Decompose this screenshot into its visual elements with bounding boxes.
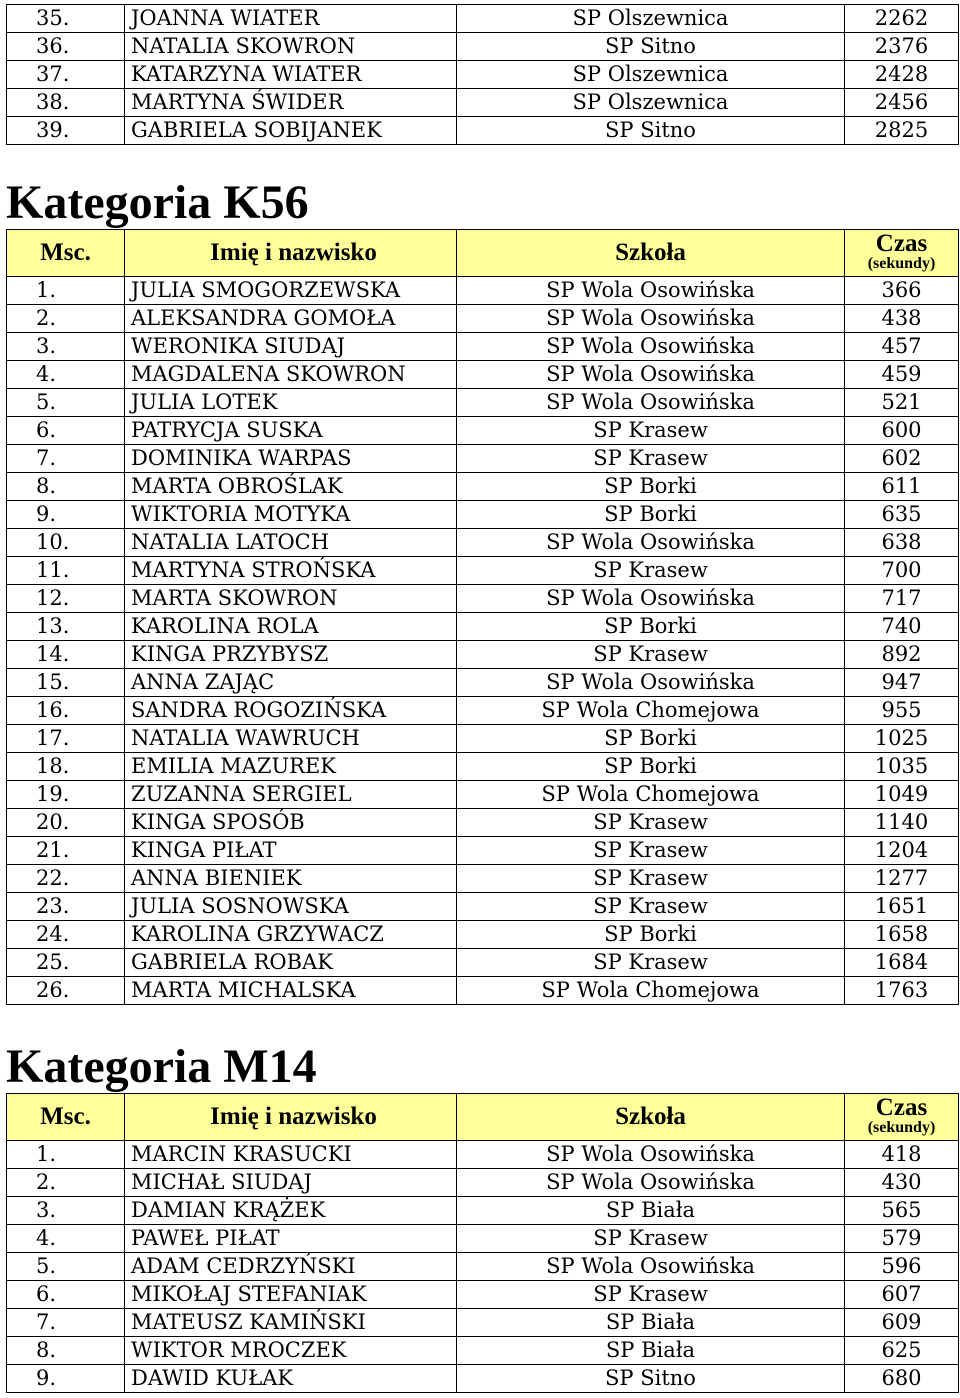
school-cell: SP Borki (457, 473, 845, 501)
table-row (7, 781, 959, 809)
name-cell: WERONIKA SIUDAJ (125, 333, 457, 361)
name-cell: JOANNA WIATER (125, 5, 457, 33)
table-row (7, 557, 959, 585)
school-cell: SP Wola Osowińska (457, 585, 845, 613)
results-table-m14 (6, 1093, 959, 1393)
table-row (7, 1253, 959, 1281)
time-cell: 947 (845, 669, 959, 697)
table-row (7, 389, 959, 417)
position-cell: 10. (7, 529, 125, 557)
school-cell: SP Sitno (457, 117, 845, 145)
school-cell: SP Sitno (457, 1365, 845, 1393)
position-cell: 6. (7, 1281, 125, 1309)
name-cell: MIKOŁAJ STEFANIAK (125, 1281, 457, 1309)
time-cell: 579 (845, 1225, 959, 1253)
time-cell: 521 (845, 389, 959, 417)
position-cell: 26. (7, 977, 125, 1005)
time-cell: 955 (845, 697, 959, 725)
position-cell: 23. (7, 893, 125, 921)
school-cell: SP Biała (457, 1197, 845, 1225)
results-table-continued (6, 4, 959, 145)
school-cell: SP Wola Osowińska (457, 1141, 845, 1169)
school-cell: SP Krasew (457, 837, 845, 865)
school-cell: SP Borki (457, 725, 845, 753)
table-row (7, 585, 959, 613)
time-cell: 625 (845, 1337, 959, 1365)
school-cell: SP Borki (457, 501, 845, 529)
table-row (7, 61, 959, 89)
position-cell: 39. (7, 117, 125, 145)
name-cell: MARTYNA ŚWIDER (125, 89, 457, 117)
school-cell: SP Wola Osowińska (457, 361, 845, 389)
school-cell: SP Olszewnica (457, 89, 845, 117)
time-cell: 430 (845, 1169, 959, 1197)
table-row (7, 529, 959, 557)
name-cell: KINGA SPOSÓB (125, 809, 457, 837)
results-table-m14-body (7, 1141, 959, 1393)
school-cell: SP Wola Osowińska (457, 333, 845, 361)
position-cell: 18. (7, 753, 125, 781)
time-cell: 1204 (845, 837, 959, 865)
table-row (7, 361, 959, 389)
position-cell: 1. (7, 277, 125, 305)
table-row (7, 333, 959, 361)
table-row (7, 1365, 959, 1393)
position-cell: 13. (7, 613, 125, 641)
school-cell: SP Wola Osowińska (457, 389, 845, 417)
school-cell: SP Sitno (457, 33, 845, 61)
school-cell: SP Biała (457, 1337, 845, 1365)
header-name: Imię i nazwisko (125, 1094, 457, 1141)
name-cell: JULIA SMOGORZEWSKA (125, 277, 457, 305)
header-time-label: Czas (875, 230, 928, 257)
position-cell: 7. (7, 445, 125, 473)
position-cell: 38. (7, 89, 125, 117)
name-cell: PAWEŁ PIŁAT (125, 1225, 457, 1253)
name-cell: WIKTOR MROCZEK (125, 1337, 457, 1365)
name-cell: JULIA SOSNOWSKA (125, 893, 457, 921)
school-cell: SP Krasew (457, 949, 845, 977)
school-cell: SP Borki (457, 613, 845, 641)
results-table-continued-body (7, 5, 959, 145)
school-cell: SP Wola Osowińska (457, 277, 845, 305)
table-row (7, 445, 959, 473)
school-cell: SP Borki (457, 921, 845, 949)
position-cell: 12. (7, 585, 125, 613)
header-name: Imię i nazwisko (125, 230, 457, 277)
name-cell: MARTA SKOWRON (125, 585, 457, 613)
name-cell: KINGA PRZYBYSZ (125, 641, 457, 669)
time-cell: 740 (845, 613, 959, 641)
table-row (7, 33, 959, 61)
table-row (7, 5, 959, 33)
time-cell: 600 (845, 417, 959, 445)
name-cell: MARTA OBROŚLAK (125, 473, 457, 501)
name-cell: KAROLINA GRZYWACZ (125, 921, 457, 949)
position-cell: 3. (7, 1197, 125, 1225)
table-row (7, 1197, 959, 1225)
table-row (7, 277, 959, 305)
table-row (7, 305, 959, 333)
school-cell: SP Krasew (457, 865, 845, 893)
category-m14-title: Kategoria M14 (6, 1040, 317, 1093)
table-row (7, 501, 959, 529)
name-cell: ADAM CEDRZYŃSKI (125, 1253, 457, 1281)
position-cell: 8. (7, 1337, 125, 1365)
school-cell: SP Wola Osowińska (457, 669, 845, 697)
name-cell: JULIA LOTEK (125, 389, 457, 417)
time-cell: 611 (845, 473, 959, 501)
school-cell: SP Krasew (457, 641, 845, 669)
school-cell: SP Krasew (457, 809, 845, 837)
position-cell: 22. (7, 865, 125, 893)
header-position: Msc. (7, 230, 125, 277)
school-cell: SP Krasew (457, 557, 845, 585)
position-cell: 24. (7, 921, 125, 949)
time-cell: 596 (845, 1253, 959, 1281)
position-cell: 2. (7, 1169, 125, 1197)
time-cell: 2262 (845, 5, 959, 33)
position-cell: 16. (7, 697, 125, 725)
name-cell: DAMIAN KRĄŻEK (125, 1197, 457, 1225)
name-cell: DAWID KUŁAK (125, 1365, 457, 1393)
table-header-row (7, 1094, 959, 1141)
position-cell: 3. (7, 333, 125, 361)
position-cell: 7. (7, 1309, 125, 1337)
name-cell: ZUZANNA SERGIEL (125, 781, 457, 809)
position-cell: 9. (7, 501, 125, 529)
time-cell: 2376 (845, 33, 959, 61)
school-cell: SP Wola Osowińska (457, 1169, 845, 1197)
category-k56-title: Kategoria K56 (6, 176, 309, 229)
table-row (7, 1225, 959, 1253)
time-cell: 565 (845, 1197, 959, 1225)
school-cell: SP Krasew (457, 893, 845, 921)
position-cell: 37. (7, 61, 125, 89)
header-time-unit: (sekundy) (867, 1119, 936, 1136)
time-cell: 602 (845, 445, 959, 473)
header-position: Msc. (7, 1094, 125, 1141)
position-cell: 35. (7, 5, 125, 33)
time-cell: 366 (845, 277, 959, 305)
name-cell: KAROLINA ROLA (125, 613, 457, 641)
header-time-unit: (sekundy) (867, 255, 936, 272)
table-row (7, 865, 959, 893)
name-cell: ANNA BIENIEK (125, 865, 457, 893)
name-cell: SANDRA ROGOZIŃSKA (125, 697, 457, 725)
time-cell: 607 (845, 1281, 959, 1309)
name-cell: NATALIA LATOCH (125, 529, 457, 557)
time-cell: 700 (845, 557, 959, 585)
name-cell: MICHAŁ SIUDAJ (125, 1169, 457, 1197)
time-cell: 635 (845, 501, 959, 529)
time-cell: 1025 (845, 725, 959, 753)
name-cell: NATALIA WAWRUCH (125, 725, 457, 753)
school-cell: SP Wola Osowińska (457, 305, 845, 333)
position-cell: 25. (7, 949, 125, 977)
position-cell: 4. (7, 361, 125, 389)
time-cell: 892 (845, 641, 959, 669)
position-cell: 21. (7, 837, 125, 865)
name-cell: GABRIELA SOBIJANEK (125, 117, 457, 145)
name-cell: KATARZYNA WIATER (125, 61, 457, 89)
time-cell: 717 (845, 585, 959, 613)
name-cell: MARTA MICHALSKA (125, 977, 457, 1005)
table-row (7, 1281, 959, 1309)
name-cell: DOMINIKA WARPAS (125, 445, 457, 473)
time-cell: 1140 (845, 809, 959, 837)
time-cell: 1763 (845, 977, 959, 1005)
time-cell: 1049 (845, 781, 959, 809)
time-cell: 1658 (845, 921, 959, 949)
position-cell: 15. (7, 669, 125, 697)
name-cell: PATRYCJA SUSKA (125, 417, 457, 445)
time-cell: 680 (845, 1365, 959, 1393)
position-cell: 14. (7, 641, 125, 669)
school-cell: SP Borki (457, 753, 845, 781)
results-table-k56 (6, 229, 959, 1005)
school-cell: SP Olszewnica (457, 61, 845, 89)
header-school: Szkoła (457, 1094, 845, 1141)
name-cell: EMILIA MAZUREK (125, 753, 457, 781)
position-cell: 36. (7, 33, 125, 61)
position-cell: 8. (7, 473, 125, 501)
school-cell: SP Wola Chomejowa (457, 781, 845, 809)
header-school: Szkoła (457, 230, 845, 277)
table-row (7, 697, 959, 725)
table-row (7, 669, 959, 697)
school-cell: SP Wola Chomejowa (457, 697, 845, 725)
school-cell: SP Biała (457, 1309, 845, 1337)
name-cell: ANNA ZAJĄC (125, 669, 457, 697)
time-cell: 2428 (845, 61, 959, 89)
school-cell: SP Krasew (457, 1225, 845, 1253)
table-row (7, 1169, 959, 1197)
position-cell: 5. (7, 389, 125, 417)
table-row (7, 641, 959, 669)
time-cell: 457 (845, 333, 959, 361)
name-cell: ALEKSANDRA GOMOŁA (125, 305, 457, 333)
position-cell: 1. (7, 1141, 125, 1169)
table-row (7, 417, 959, 445)
name-cell: MAGDALENA SKOWRON (125, 361, 457, 389)
table-header-row (7, 230, 959, 277)
time-cell: 1651 (845, 893, 959, 921)
school-cell: SP Olszewnica (457, 5, 845, 33)
time-cell: 638 (845, 529, 959, 557)
time-cell: 1684 (845, 949, 959, 977)
table-row (7, 117, 959, 145)
table-row (7, 1141, 959, 1169)
position-cell: 4. (7, 1225, 125, 1253)
time-cell: 2456 (845, 89, 959, 117)
time-cell: 459 (845, 361, 959, 389)
table-row (7, 725, 959, 753)
table-row (7, 921, 959, 949)
school-cell: SP Wola Osowińska (457, 1253, 845, 1281)
position-cell: 5. (7, 1253, 125, 1281)
name-cell: MATEUSZ KAMIŃSKI (125, 1309, 457, 1337)
table-row (7, 1309, 959, 1337)
table-row (7, 89, 959, 117)
table-row (7, 753, 959, 781)
time-cell: 1035 (845, 753, 959, 781)
header-time (845, 230, 959, 277)
school-cell: SP Wola Chomejowa (457, 977, 845, 1005)
position-cell: 2. (7, 305, 125, 333)
time-cell: 2825 (845, 117, 959, 145)
time-cell: 609 (845, 1309, 959, 1337)
time-cell: 438 (845, 305, 959, 333)
name-cell: MARTYNA STROŃSKA (125, 557, 457, 585)
name-cell: WIKTORIA MOTYKA (125, 501, 457, 529)
school-cell: SP Krasew (457, 1281, 845, 1309)
school-cell: SP Wola Osowińska (457, 529, 845, 557)
position-cell: 17. (7, 725, 125, 753)
position-cell: 19. (7, 781, 125, 809)
time-cell: 1277 (845, 865, 959, 893)
position-cell: 11. (7, 557, 125, 585)
table-row (7, 473, 959, 501)
name-cell: MARCIN KRASUCKI (125, 1141, 457, 1169)
time-cell: 418 (845, 1141, 959, 1169)
table-row (7, 893, 959, 921)
table-row (7, 949, 959, 977)
table-row (7, 613, 959, 641)
school-cell: SP Krasew (457, 445, 845, 473)
position-cell: 20. (7, 809, 125, 837)
header-time (845, 1094, 959, 1141)
name-cell: NATALIA SKOWRON (125, 33, 457, 61)
table-row (7, 977, 959, 1005)
header-time-label: Czas (875, 1094, 928, 1121)
table-row (7, 837, 959, 865)
school-cell: SP Krasew (457, 417, 845, 445)
table-row (7, 809, 959, 837)
name-cell: GABRIELA ROBAK (125, 949, 457, 977)
position-cell: 9. (7, 1365, 125, 1393)
position-cell: 6. (7, 417, 125, 445)
table-row (7, 1337, 959, 1365)
name-cell: KINGA PIŁAT (125, 837, 457, 865)
results-table-k56-body (7, 277, 959, 1005)
